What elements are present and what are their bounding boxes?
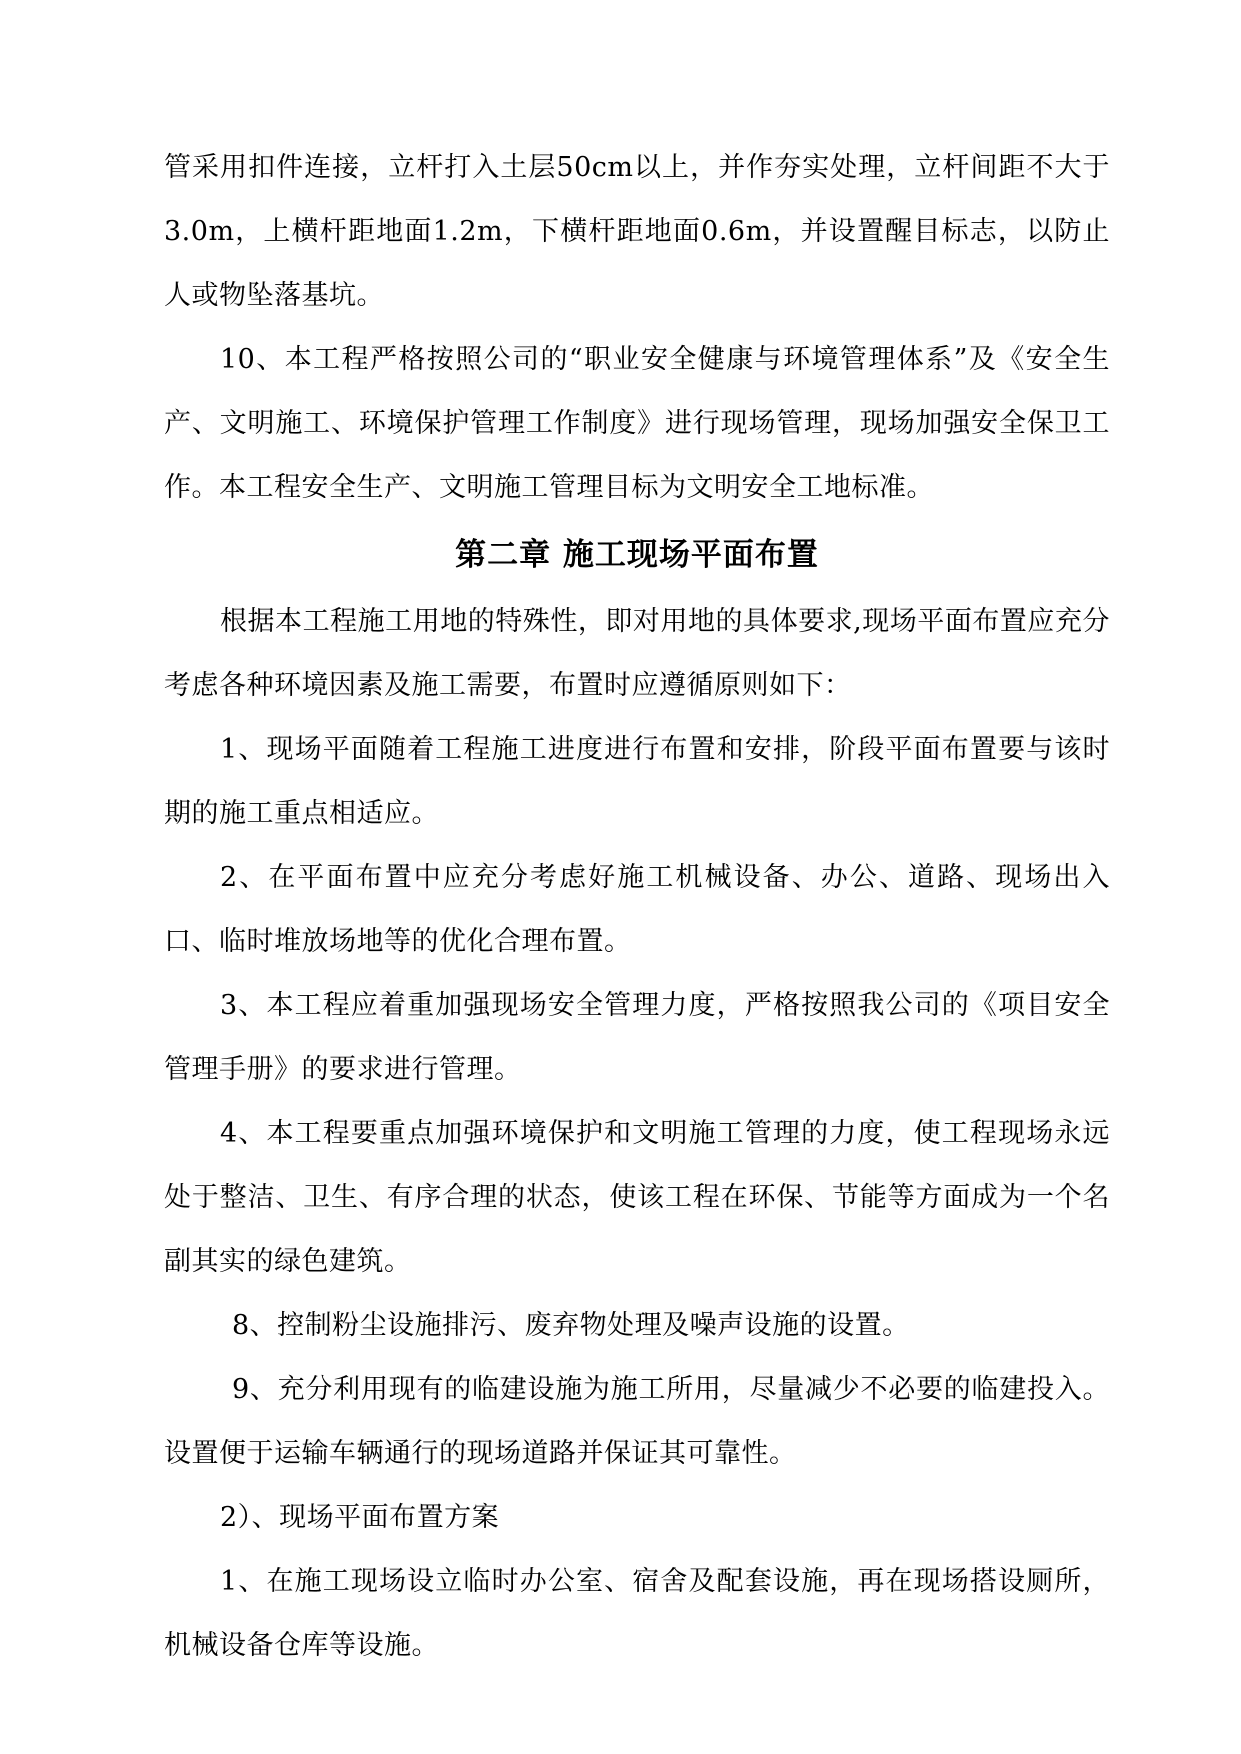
paragraph-item-4: 4、本工程要重点加强环境保护和文明施工管理的力度，使工程现场永远处于整洁、卫生、有序合理的状态，使该工程在环保、节能等方面成为一个名副其实的绿色建筑。 [164, 1118, 1110, 1277]
chapter-title: 第二章 施工现场平面布置 [455, 537, 819, 573]
paragraph-item-8: 8、控制粉尘设施排污、废弃物处理及噪声设施的设置。 [232, 1310, 910, 1341]
section-subheading: 2）、现场平面布置方案 [220, 1502, 500, 1533]
paragraph-item-2: 2、在平面布置中应充分考虑好施工机械设备、办公、道路、现场出入口、临时堆放场地等的优化合理布置。 [164, 862, 1110, 957]
document-body [164, 136, 1110, 1678]
paragraph-item-9: 9、充分利用现有的临建设施为施工所用，尽量减少不必要的临建投入。设置便于运输车辆通行的现场道路并保证其可靠性。 [164, 1374, 1110, 1469]
paragraph-intro: 根据本工程施工用地的特殊性，即对用地的具体要求,现场平面布置应充分考虑各种环境因素及施工需要，布置时应遵循原则如下： [164, 606, 1110, 701]
paragraph-item-10: 10、本工程严格按照公司的“职业安全健康与环境管理体系”及《安全生产、文明施工、环境保护管理工作制度》进行现场管理，现场加强安全保卫工作。本工程安全生产、文明施工管理目标为文明安全工地标准。 [164, 344, 1110, 503]
paragraph-continuation: 管采用扣件连接，立杆打入土层50cm以上，并作夯实处理，立杆间距不大于3.0m，上横杆距地面1.2m，下横杆距地面0.6m，并设置醒目标志，以防止人或物坠落基坑。 [164, 152, 1110, 311]
paragraph-item-3: 3、本工程应着重加强现场安全管理力度，严格按照我公司的《项目安全管理手册》的要求进行管理。 [164, 990, 1110, 1085]
paragraph-plan-item-1: 1、在施工现场设立临时办公室、宿舍及配套设施，再在现场搭设厕所，机械设备仓库等设施。 [164, 1566, 1110, 1661]
paragraph-item-1: 1、现场平面随着工程施工进度进行布置和安排，阶段平面布置要与该时期的施工重点相适应。 [164, 734, 1110, 829]
